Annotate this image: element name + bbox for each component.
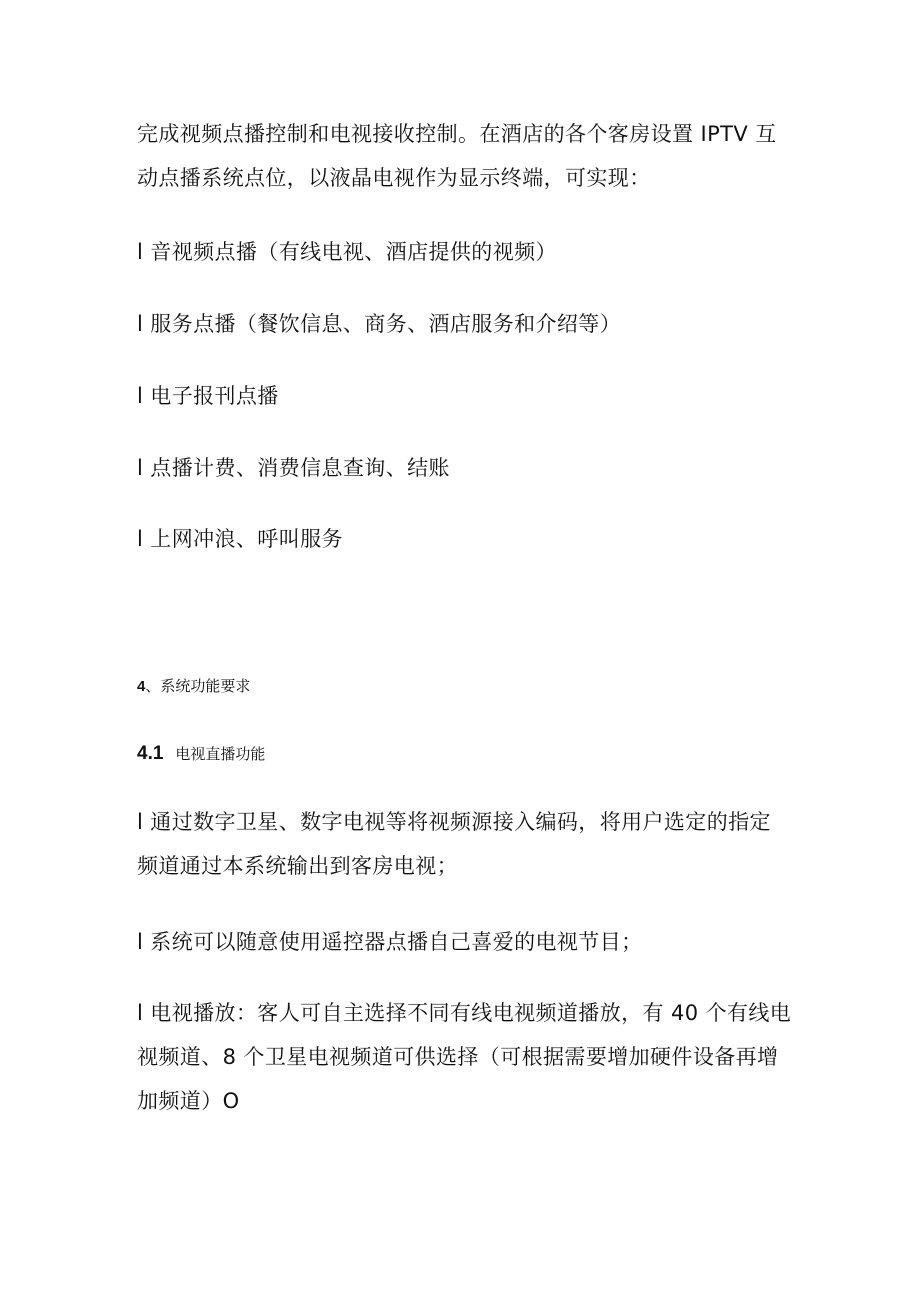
subsection-number: 4.1 bbox=[137, 743, 164, 764]
section-heading-4 bbox=[137, 675, 250, 698]
bullet-item: l 上网冲浪、呼叫服务 bbox=[137, 527, 343, 551]
intro-line-1: 完成视频点播控制和电视接收控制。在酒店的各个客房设置 IPTV 互 bbox=[137, 122, 777, 146]
subsection-title: 电视直播功能 bbox=[175, 745, 266, 763]
intro-paragraph bbox=[137, 112, 797, 200]
live-tv-item-2: l 系统可以随意使用遥控器点播自己喜爱的电视节目； bbox=[137, 930, 643, 954]
live-tv-item-1 bbox=[137, 800, 797, 888]
bullet-item: l 服务点播（餐饮信息、商务、酒店服务和介绍等） bbox=[137, 312, 622, 336]
live-tv-item-3 bbox=[137, 991, 797, 1123]
live-tv-item-1-line-2: 频道通过本系统输出到客房电视； bbox=[137, 854, 458, 878]
bullet-item: l 音视频点播（有线电视、酒店提供的视频） bbox=[137, 240, 557, 264]
section-title: 、系统功能要求 bbox=[145, 677, 251, 695]
live-tv-item-3-line-1: l 电视播放：客人可自主选择不同有线电视频道播放，有 40 个有线电 bbox=[137, 1001, 792, 1025]
bullet-item: l 电子报刊点播 bbox=[137, 384, 279, 408]
bullet-item: l 点播计费、消费信息查询、结账 bbox=[137, 456, 450, 480]
live-tv-item-3-line-3: 加频道）O bbox=[137, 1089, 240, 1113]
section-heading-4-1 bbox=[137, 741, 265, 767]
section-number: 4 bbox=[137, 678, 146, 695]
live-tv-item-3-line-2: 视频道、8 个卫星电视频道可供选择（可根据需要增加硬件设备再增 bbox=[137, 1045, 779, 1069]
live-tv-item-1-line-1: l 通过数字卫星、数字电视等将视频源接入编码，将用户选定的指定 bbox=[137, 810, 771, 834]
intro-line-2: 动点播系统点位，以液晶电视作为显示终端，可实现： bbox=[137, 166, 651, 190]
